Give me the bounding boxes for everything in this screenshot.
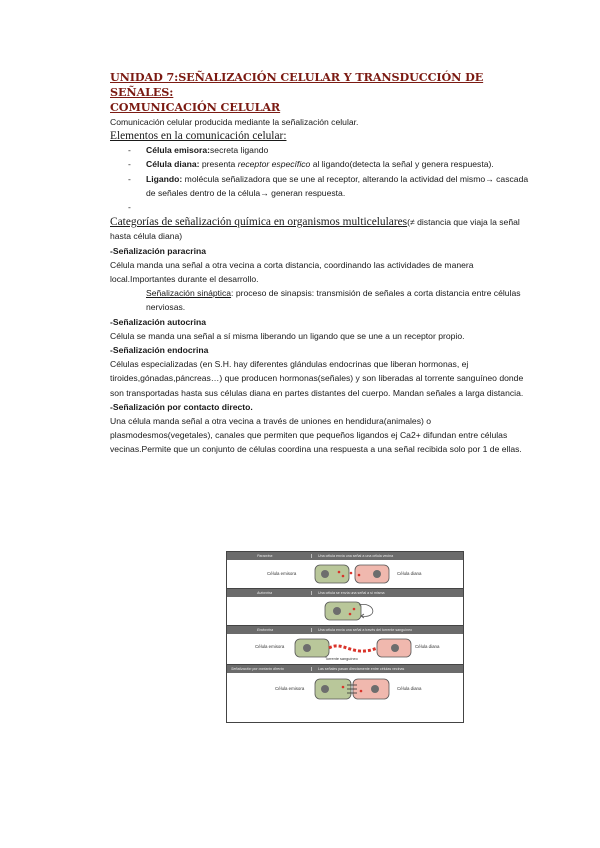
- elements-heading: Elementos en la comunicación celular:: [110, 130, 287, 143]
- list-item: - Célula emisora:secreta ligando: [128, 143, 530, 157]
- section-text-endocrina: Células especializadas (en S.H. hay diferentes glándulas endocrinas que liberan hormonas, ej tiroides,gónadas,páncreas…) que producen hormonas(señales) y son liberadas al torrente sanguíneo donde son transportadas hasta sus células diana en partes distantes del cuerpo. Mandan señales a larga distancia.: [110, 359, 524, 398]
- section-title-endocrina: -Señalización endocrina: [110, 345, 209, 356]
- intro-text: Comunicación celular producida mediante la señalización celular.: [110, 117, 359, 127]
- panel-header-contacto: Señalización por contacto directo Las señales pasan directamente entre células vecinas: [227, 665, 463, 673]
- signaling-figure: [226, 551, 464, 723]
- list-item-empty: [128, 200, 530, 214]
- section-sinaptica: Señalización sináptica: proceso de sinapsis: transmisión de señales a corta distancia entre células nerviosas.: [146, 288, 521, 313]
- panel-header-paracrina: Paracrina Una célula envía una señal a una célula vecina: [227, 552, 463, 560]
- section-text-contacto: Una célula manda señal a otra vecina a través de uniones en hendidura(animales) o plasmodesmos(vegetales), canales que permiten que pequeños ligandos ej Ca2+ difundan entre células vecinas.Permite que un conjunto de células coordina una respuesta a una señal recibida solo por 1 de ellas.: [110, 416, 522, 455]
- document-page: [110, 70, 530, 457]
- categories-heading: Categorías de señalización química en organismos multicelulares(≠ distancia que viaja la señal hasta célula diana): [110, 216, 520, 242]
- section-text-autocrina: Célula se manda una señal a sí misma liberando un ligando que se une a un receptor propio.: [110, 330, 465, 341]
- elements-list: [110, 143, 530, 214]
- autocrina-cell-graphic: [323, 599, 383, 623]
- section-title-contacto: -Señalización por contacto directo.: [110, 401, 253, 412]
- panel-endocrina: Célula emisora Torrente sanguíneo Célula diana: [227, 634, 463, 665]
- document-title: UNIDAD 7:SEÑALIZACIÓN CELULAR Y TRANSDUCCIÓN DE SEÑALES: COMUNICACIÓN CELULAR: [110, 70, 484, 114]
- contacto-cells-graphic: [313, 676, 393, 702]
- panel-header-autocrina: Autocrina Una célula se envía una señal a sí misma: [227, 589, 463, 597]
- panel-paracrina: Célula emisora Célula diana: [227, 560, 463, 589]
- paracrina-cells-graphic: [313, 563, 393, 585]
- panel-header-endocrina: Endocrina Una célula envía una señal a través del torrente sanguíneo: [227, 626, 463, 634]
- section-text-paracrina: Célula manda una señal a otra vecina a corta distancia, coordinando las actividades de manera local.Importantes durante el desarrollo.: [110, 259, 474, 285]
- section-title-paracrina: -Señalización paracrina: [110, 245, 206, 256]
- section-title-autocrina: -Señalización autocrina: [110, 316, 206, 327]
- list-item: - Ligando: molécula señalizadora que se une al receptor, alterando la actividad del mismo→ cascada de señales dentro de la célula→ generan respuesta.: [128, 172, 530, 200]
- panel-autocrina: [227, 597, 463, 626]
- panel-contacto: Célula emisora Célula diana: [227, 673, 463, 705]
- list-item: - Célula diana: presenta receptor específico al ligando(detecta la señal y genera respuesta).: [128, 157, 530, 171]
